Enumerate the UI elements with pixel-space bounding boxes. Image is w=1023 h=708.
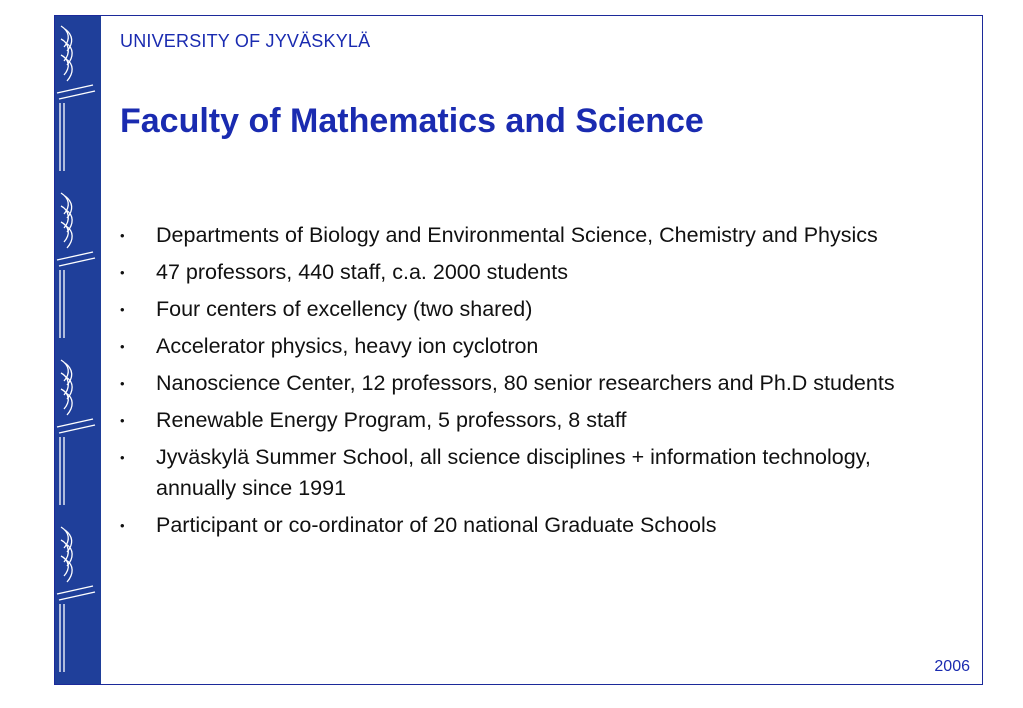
list-item-text: Nanoscience Center, 12 professors, 80 senior researchers and Ph.D students	[156, 371, 895, 395]
list-item-text: Jyväskylä Summer School, all science disciplines + information technology, annually since 1991	[156, 445, 871, 500]
slide-title: Faculty of Mathematics and Science	[120, 102, 704, 140]
list-item	[120, 257, 955, 288]
bullet-icon: •	[120, 450, 125, 465]
list-item-text: Participant or co-ordinator of 20 national Graduate Schools	[156, 513, 717, 537]
list-item-text: Accelerator physics, heavy ion cyclotron	[156, 334, 539, 358]
bullet-list	[120, 220, 955, 547]
bullet-icon: •	[120, 376, 125, 391]
bullet-icon: •	[120, 413, 125, 428]
list-item	[120, 510, 955, 541]
list-item	[120, 220, 955, 251]
list-item	[120, 405, 955, 436]
bullet-icon: •	[120, 339, 125, 354]
bullet-icon: •	[120, 302, 125, 317]
footer-year: 2006	[934, 658, 970, 675]
list-item	[120, 442, 955, 504]
sidebar-band	[55, 16, 101, 684]
list-item	[120, 331, 955, 362]
list-item-text: Renewable Energy Program, 5 professors, 8 staff	[156, 408, 627, 432]
slide-frame	[54, 15, 983, 685]
bullet-icon: •	[120, 265, 125, 280]
university-torch-logo-icon	[55, 16, 101, 685]
list-item-text: Departments of Biology and Environmental Science, Chemistry and Physics	[156, 223, 878, 247]
list-item	[120, 368, 955, 399]
university-name: UNIVERSITY OF JYVÄSKYLÄ	[120, 31, 371, 51]
list-item-text: Four centers of excellency (two shared)	[156, 297, 533, 321]
bullet-icon: •	[120, 518, 125, 533]
list-item	[120, 294, 955, 325]
list-item-text: 47 professors, 440 staff, c.a. 2000 students	[156, 260, 568, 284]
bullet-icon: •	[120, 228, 125, 243]
